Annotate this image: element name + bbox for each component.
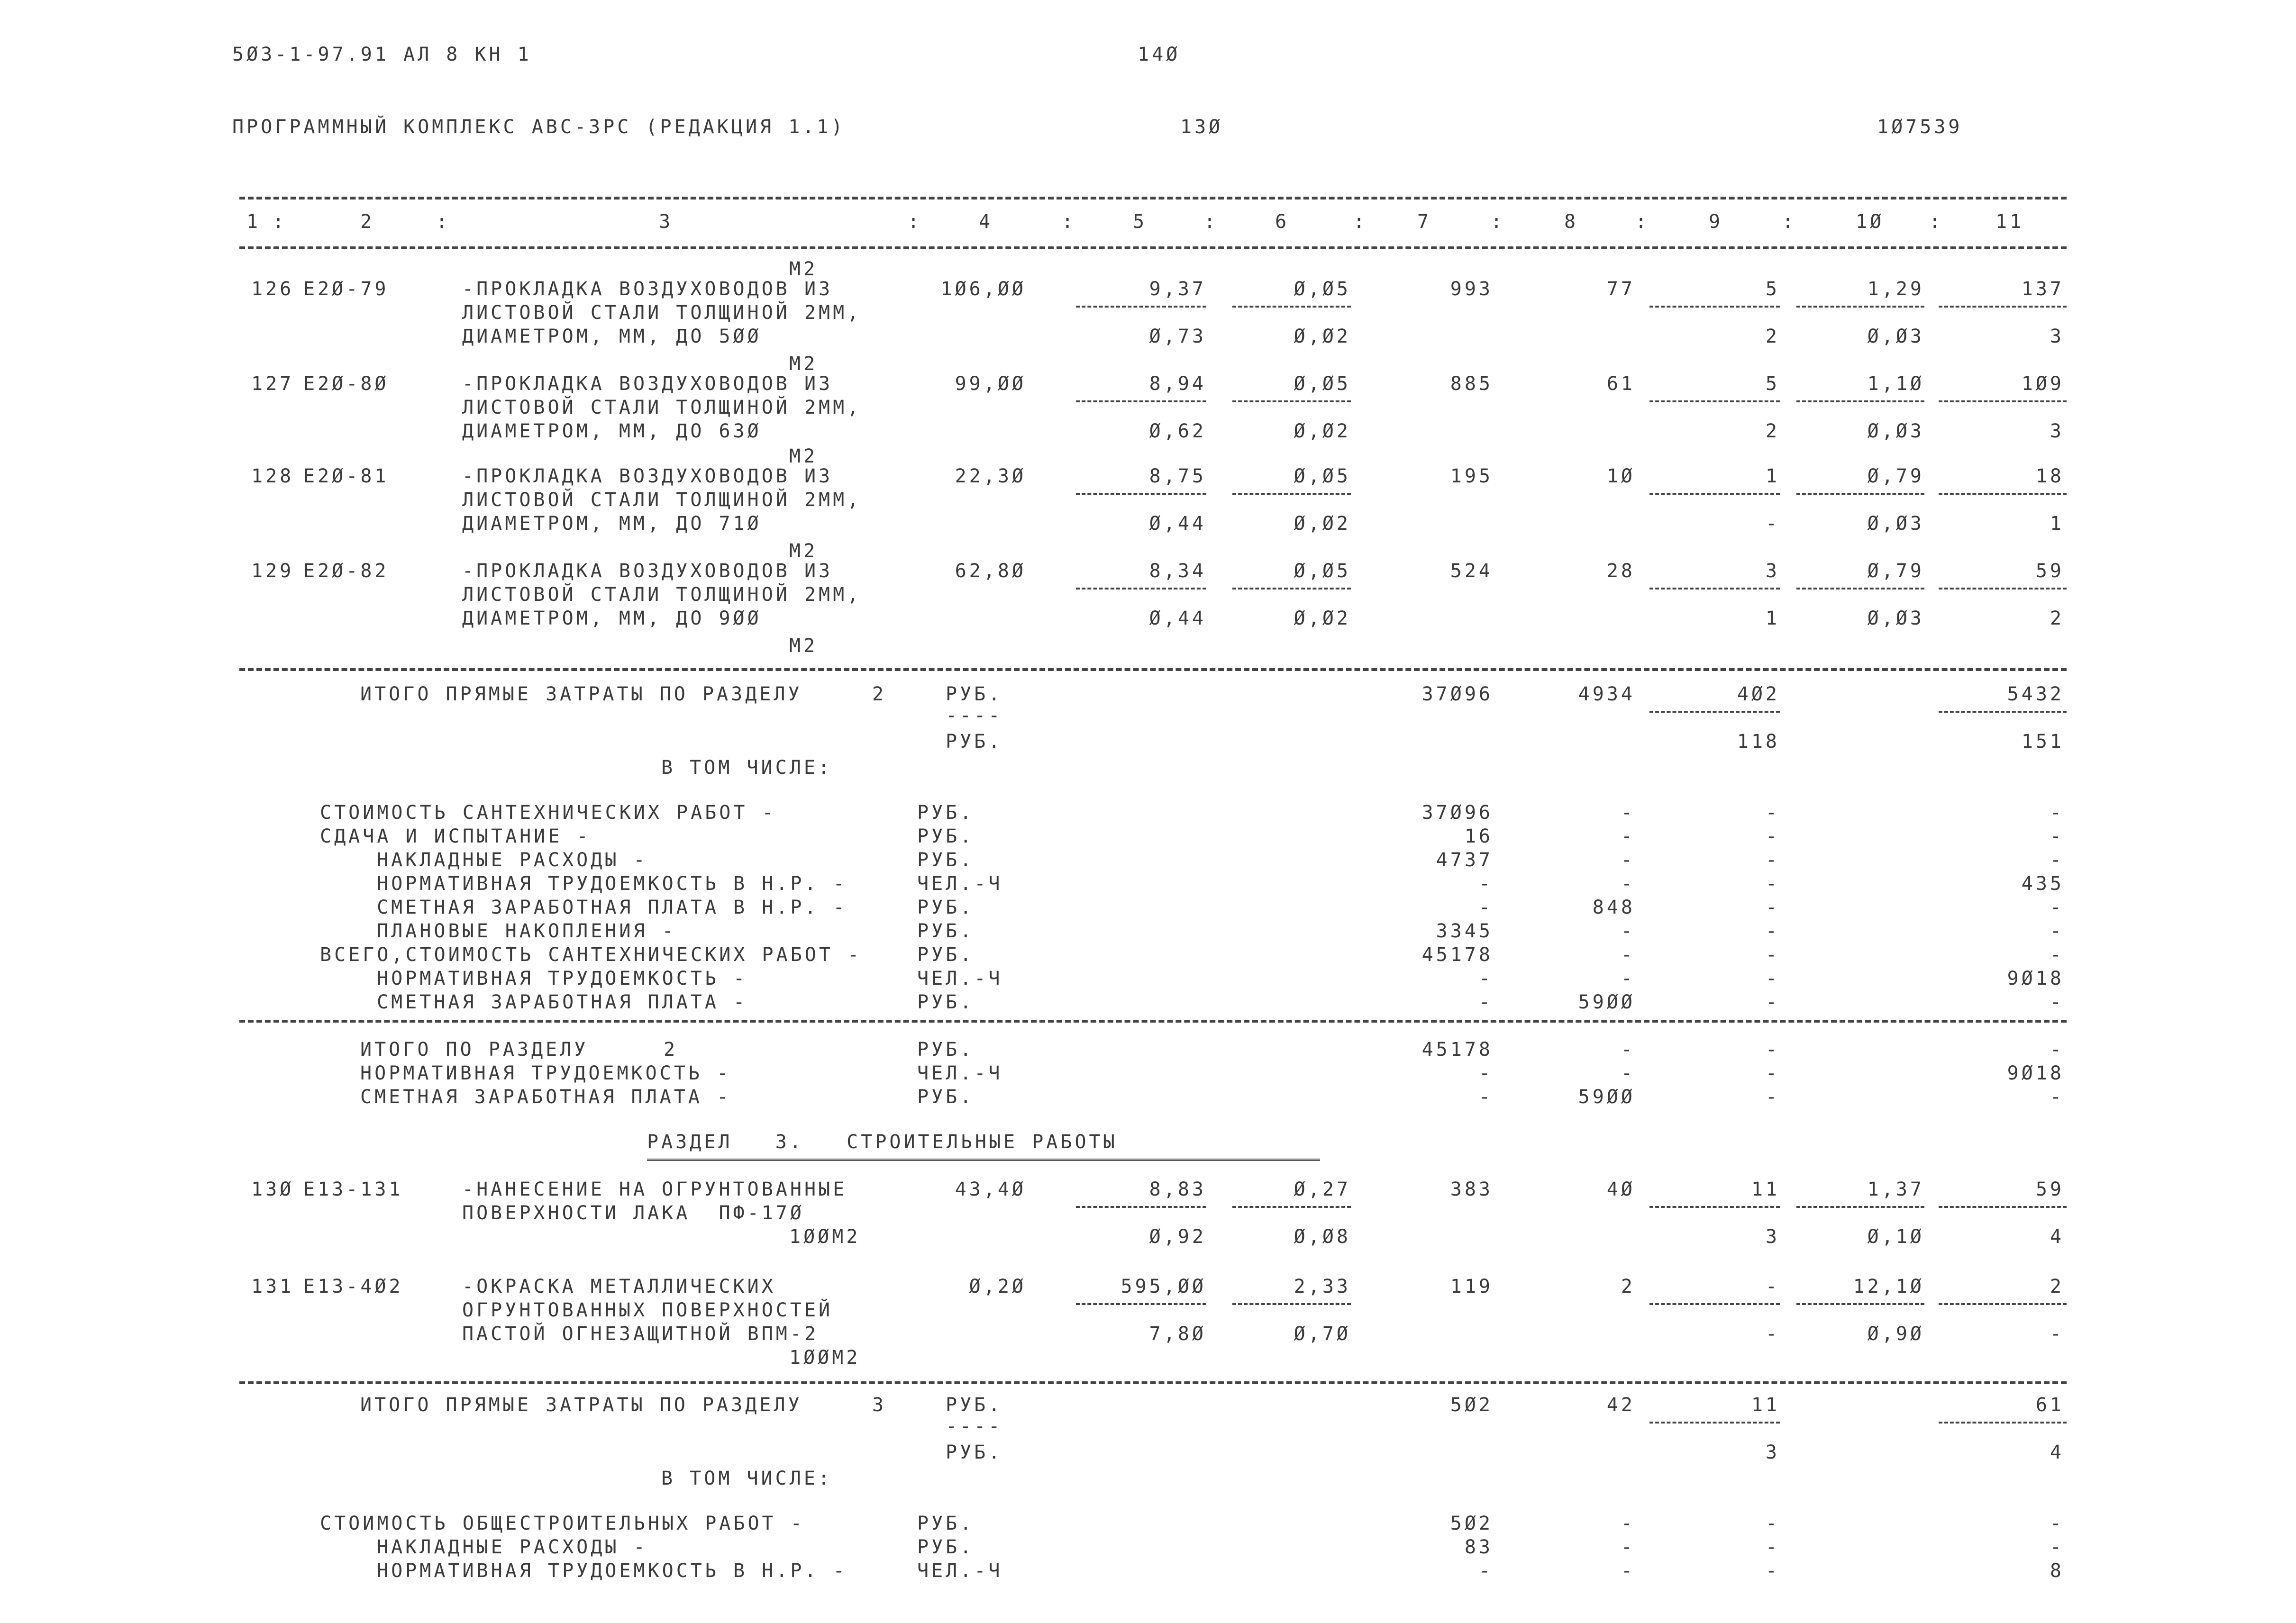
section-total-cost: - — [1478, 1062, 1493, 1084]
breakdown-label: ВСЕГО,СТОИМОСТЬ САНТЕХНИЧЕСКИХ РАБОТ - — [320, 944, 862, 966]
section-total-unit: ЧЕЛ.-Ч — [917, 1062, 1003, 1084]
breakdown-unit: РУБ. — [917, 1513, 975, 1534]
column-header-cell: : — [1491, 211, 1505, 233]
labor-unit-sub: Ø,Ø3 — [1867, 607, 1924, 629]
labor-total-sub: 2 — [2050, 607, 2064, 629]
cell-divider — [1939, 400, 2067, 402]
cell-divider — [1939, 493, 2067, 495]
cost-salary-sub: Ø,7Ø — [1294, 1323, 1351, 1345]
cell-divider — [1076, 1303, 1206, 1305]
cost-unit-sub: Ø,73 — [1149, 326, 1206, 347]
unit-label: М2 — [789, 445, 818, 467]
page-top: 14Ø — [1138, 44, 1181, 65]
cell-divider — [1076, 588, 1206, 589]
breakdown-salary: - — [1621, 944, 1635, 966]
cost-unit: 595,ØØ — [1121, 1276, 1206, 1297]
row-description: -НАНЕСЕНИЕ НА ОГРУНТОВАННЫЕ — [462, 1179, 847, 1200]
unit-label: 1ØØМ2 — [789, 1226, 861, 1248]
row-code: Е13-4Ø2 — [303, 1276, 403, 1297]
breakdown-label: НОРМАТИВНАЯ ТРУДОЕМКОСТЬ В Н.Р. - — [377, 1560, 847, 1582]
cell-divider — [1649, 1206, 1780, 1208]
cell-divider — [1076, 493, 1206, 495]
section-total-salary: - — [1621, 1039, 1635, 1061]
including-label: В ТОМ ЧИСЛЕ: — [661, 1468, 832, 1489]
unit-label: М2 — [789, 353, 818, 375]
cell-divider — [1649, 493, 1780, 495]
breakdown-machines: - — [1765, 897, 1780, 918]
breakdown-unit: ЧЕЛ.-Ч — [917, 873, 1003, 895]
labor-total-sub: 3 — [2050, 420, 2064, 442]
labor-unit-sub: Ø,9Ø — [1867, 1323, 1924, 1345]
row-description: ДИАМЕТРОМ, ММ, ДО 9ØØ — [462, 607, 762, 629]
section-total-labor: 9Ø18 — [2007, 1062, 2064, 1084]
column-header-cell: 11 — [1995, 211, 2024, 233]
breakdown-labor: - — [2050, 920, 2064, 942]
total-dashes: ---- — [946, 1415, 1003, 1437]
breakdown-cost: 3345 — [1436, 920, 1493, 942]
cell-divider — [1796, 1303, 1924, 1305]
breakdown-machines: - — [1765, 802, 1780, 824]
program-title: ПРОГРАММНЫЙ КОМПЛЕКС АВС-3РС (РЕДАКЦИЯ 1.1) — [232, 116, 846, 138]
labor-unit: 12,1Ø — [1853, 1276, 1924, 1297]
section-title: РАЗДЕЛ 3. СТРОИТЕЛЬНЫЕ РАБОТЫ — [647, 1131, 1118, 1153]
cost-unit-sub: 7,8Ø — [1149, 1323, 1206, 1345]
row-code: Е13-131 — [303, 1179, 403, 1200]
column-header-cell: : — [1782, 211, 1797, 233]
cell-divider — [1649, 1422, 1780, 1424]
section-total-machines: - — [1765, 1086, 1780, 1108]
unit-label: М2 — [789, 258, 818, 280]
total-label: ИТОГО ПРЯМЫЕ ЗАТРАТЫ ПО РАЗДЕЛУ — [360, 1394, 802, 1416]
cost-salary: Ø,Ø5 — [1294, 278, 1351, 300]
breakdown-salary: - — [1621, 802, 1635, 824]
breakdown-salary: - — [1621, 825, 1635, 847]
total-section-number: 3 — [872, 1394, 887, 1416]
salary-total: 28 — [1606, 560, 1635, 582]
cost-unit: 8,94 — [1149, 373, 1206, 395]
breakdown-label: НАКЛАДНЫЕ РАСХОДЫ - — [377, 849, 648, 871]
unit-label: М2 — [789, 540, 818, 562]
breakdown-machines: - — [1765, 1536, 1780, 1558]
cost-unit-sub: Ø,62 — [1149, 420, 1206, 442]
cell-divider — [1232, 1303, 1351, 1305]
machines-sub: 3 — [1765, 1226, 1780, 1248]
quantity: 62,8Ø — [955, 560, 1026, 582]
breakdown-salary: - — [1621, 1536, 1635, 1558]
column-header-cell: 9 — [1709, 211, 1723, 233]
total-labor-sub: 4 — [2050, 1442, 2064, 1463]
cell-divider — [1232, 493, 1351, 495]
breakdown-label: НОРМАТИВНАЯ ТРУДОЕМКОСТЬ В Н.Р. - — [377, 873, 847, 895]
row-description: ЛИСТОВОЙ СТАЛИ ТОЛЩИНОЙ 2ММ, — [462, 397, 862, 418]
breakdown-label: СТОИМОСТЬ САНТЕХНИЧЕСКИХ РАБОТ - — [320, 802, 776, 824]
cost-total: 383 — [1450, 1179, 1493, 1200]
labor-unit-sub: Ø,Ø3 — [1867, 420, 1924, 442]
breakdown-unit: РУБ. — [917, 802, 975, 824]
cell-divider — [1232, 400, 1351, 402]
labor-total-sub: 1 — [2050, 513, 2064, 535]
breakdown-cost: 4737 — [1436, 849, 1493, 871]
column-header-cell: : — [1929, 211, 1944, 233]
labor-unit-sub: Ø,Ø3 — [1867, 513, 1924, 535]
breakdown-unit: РУБ. — [917, 849, 975, 871]
column-header-cell: 6 — [1275, 211, 1290, 233]
cost-total: 119 — [1450, 1276, 1493, 1297]
labor-unit: 1,1Ø — [1867, 373, 1924, 395]
cell-divider — [1649, 306, 1780, 308]
column-header-cell: 1 — [246, 211, 261, 233]
breakdown-machines: - — [1765, 991, 1780, 1013]
row-description: -ПРОКЛАДКА ВОЗДУХОВОДОВ ИЗ — [462, 373, 833, 395]
row-description: -ПРОКЛАДКА ВОЗДУХОВОДОВ ИЗ — [462, 560, 833, 582]
section-total-label: ИТОГО ПО РАЗДЕЛУ — [360, 1039, 589, 1061]
breakdown-labor: 9Ø18 — [2007, 968, 2064, 989]
quantity: 43,4Ø — [955, 1179, 1026, 1200]
row-description: ДИАМЕТРОМ, ММ, ДО 71Ø — [462, 513, 762, 535]
document-number: 1Ø7539 — [1877, 116, 1963, 138]
machines-total: 11 — [1751, 1179, 1780, 1200]
cell-divider — [1939, 711, 2067, 713]
breakdown-cost: - — [1478, 897, 1493, 918]
breakdown-label: СДАЧА И ИСПЫТАНИЕ - — [320, 825, 591, 847]
salary-total: 77 — [1606, 278, 1635, 300]
breakdown-machines: - — [1765, 825, 1780, 847]
total-unit: РУБ. — [946, 731, 1003, 753]
labor-total: 2 — [2050, 1276, 2064, 1297]
machines-sub: - — [1765, 1323, 1780, 1345]
labor-unit: Ø,79 — [1867, 465, 1924, 487]
labor-unit-sub: Ø,1Ø — [1867, 1226, 1924, 1248]
cost-unit: 9,37 — [1149, 278, 1206, 300]
cost-total: 885 — [1450, 373, 1493, 395]
column-header-cell: : — [436, 211, 451, 233]
machines-total: 5 — [1765, 373, 1780, 395]
cost-unit-sub: Ø,44 — [1149, 607, 1206, 629]
quantity: 22,3Ø — [955, 465, 1026, 487]
total-machines: 4Ø2 — [1737, 683, 1780, 705]
total-machines-sub: 3 — [1765, 1442, 1780, 1463]
section-total-unit: РУБ. — [917, 1086, 975, 1108]
cost-salary-sub: Ø,Ø2 — [1294, 420, 1351, 442]
cost-unit: 8,83 — [1149, 1179, 1206, 1200]
column-header-cell: : — [908, 211, 922, 233]
cell-divider — [1649, 588, 1780, 589]
total-machines: 11 — [1751, 1394, 1780, 1416]
breakdown-machines: - — [1765, 873, 1780, 895]
labor-total-sub: 3 — [2050, 326, 2064, 347]
labor-unit-sub: Ø,Ø3 — [1867, 326, 1924, 347]
row-description: ДИАМЕТРОМ, ММ, ДО 63Ø — [462, 420, 762, 442]
breakdown-cost: 37Ø96 — [1421, 802, 1493, 824]
cell-divider — [1796, 588, 1924, 589]
breakdown-salary: - — [1621, 873, 1635, 895]
breakdown-cost: - — [1478, 991, 1493, 1013]
breakdown-salary: 59ØØ — [1578, 991, 1635, 1013]
row-number: 127 — [251, 373, 294, 395]
cell-divider — [1649, 1303, 1780, 1305]
column-header-cell: : — [1062, 211, 1076, 233]
labor-total: 59 — [2035, 1179, 2064, 1200]
breakdown-labor: - — [2050, 825, 2064, 847]
cell-divider — [1649, 400, 1780, 402]
breakdown-label: НАКЛАДНЫЕ РАСХОДЫ - — [377, 1536, 648, 1558]
row-description: ЛИСТОВОЙ СТАЛИ ТОЛЩИНОЙ 2ММ, — [462, 302, 862, 324]
subtotal-rule — [239, 1020, 2067, 1023]
quantity: 99,ØØ — [955, 373, 1026, 395]
machines-total: - — [1765, 1276, 1780, 1297]
breakdown-label: СТОИМОСТЬ ОБЩЕСТРОИТЕЛЬНЫХ РАБОТ - — [320, 1513, 805, 1534]
cost-total: 524 — [1450, 560, 1493, 582]
machines-total: 3 — [1765, 560, 1780, 582]
breakdown-label: СМЕТНАЯ ЗАРАБОТНАЯ ПЛАТА В Н.Р. - — [377, 897, 847, 918]
row-description: ЛИСТОВОЙ СТАЛИ ТОЛЩИНОЙ 2ММ, — [462, 489, 862, 511]
machines-sub: 2 — [1765, 420, 1780, 442]
breakdown-unit: ЧЕЛ.-Ч — [917, 1560, 1003, 1582]
breakdown-cost: 5Ø2 — [1450, 1513, 1493, 1534]
breakdown-cost: - — [1478, 968, 1493, 989]
unit-label: 1ØØМ2 — [789, 1347, 861, 1369]
row-description: ОГРУНТОВАННЫХ ПОВЕРХНОСТЕЙ — [462, 1299, 833, 1321]
including-label: В ТОМ ЧИСЛЕ: — [661, 757, 832, 779]
row-number: 13Ø — [251, 1179, 294, 1200]
column-header-cell: 4 — [979, 211, 993, 233]
total-dashes: ---- — [946, 705, 1003, 726]
breakdown-cost: 45178 — [1421, 944, 1493, 966]
cost-unit-sub: Ø,92 — [1149, 1226, 1206, 1248]
section-total-unit: РУБ. — [917, 1039, 975, 1061]
cell-divider — [1649, 711, 1780, 713]
breakdown-labor: - — [2050, 849, 2064, 871]
cell-divider — [1796, 1206, 1924, 1208]
column-header-cell: 2 — [360, 211, 375, 233]
cost-salary: Ø,Ø5 — [1294, 373, 1351, 395]
section-total-cost: 45178 — [1421, 1039, 1493, 1061]
breakdown-salary: - — [1621, 849, 1635, 871]
breakdown-machines: - — [1765, 1513, 1780, 1534]
breakdown-label: ПЛАНОВЫЕ НАКОПЛЕНИЯ - — [377, 920, 676, 942]
breakdown-machines: - — [1765, 920, 1780, 942]
total-cost: 5Ø2 — [1450, 1394, 1493, 1416]
total-unit: РУБ. — [946, 1442, 1003, 1463]
cost-salary: 2,33 — [1294, 1276, 1351, 1297]
column-header-rule — [239, 246, 2067, 249]
column-header-cell: 8 — [1564, 211, 1579, 233]
total-salary: 42 — [1606, 1394, 1635, 1416]
section-rule — [239, 1381, 2067, 1384]
row-number: 128 — [251, 465, 294, 487]
column-header-cell: 3 — [659, 211, 674, 233]
section-total-labor: - — [2050, 1086, 2064, 1108]
cell-divider — [1939, 1422, 2067, 1424]
labor-total-sub: - — [2050, 1323, 2064, 1345]
row-code: Е2Ø-8Ø — [303, 373, 389, 395]
salary-total: 4Ø — [1606, 1179, 1635, 1200]
cost-unit: 8,75 — [1149, 465, 1206, 487]
breakdown-cost: 16 — [1464, 825, 1493, 847]
cost-unit-sub: Ø,44 — [1149, 513, 1206, 535]
total-labor: 5432 — [2007, 683, 2064, 705]
row-description: -ПРОКЛАДКА ВОЗДУХОВОДОВ ИЗ — [462, 278, 833, 300]
section-total-labor: - — [2050, 1039, 2064, 1061]
column-header-cell: : — [1204, 211, 1219, 233]
total-label: ИТОГО ПРЯМЫЕ ЗАТРАТЫ ПО РАЗДЕЛУ — [360, 683, 802, 705]
column-header-cell: : — [1635, 211, 1650, 233]
cell-divider — [1232, 1206, 1351, 1208]
section-total-number: 2 — [664, 1039, 678, 1061]
total-salary: 4934 — [1578, 683, 1635, 705]
breakdown-machines: - — [1765, 1560, 1780, 1582]
column-header-cell: 1Ø — [1856, 211, 1885, 233]
column-header-cell: 5 — [1133, 211, 1148, 233]
labor-total-sub: 4 — [2050, 1226, 2064, 1248]
breakdown-salary: - — [1621, 968, 1635, 989]
section-total-cost: - — [1478, 1086, 1493, 1108]
cost-salary-sub: Ø,Ø2 — [1294, 607, 1351, 629]
labor-unit: 1,37 — [1867, 1179, 1924, 1200]
cell-divider — [1796, 493, 1924, 495]
cost-total: 195 — [1450, 465, 1493, 487]
breakdown-machines: - — [1765, 944, 1780, 966]
breakdown-cost: - — [1478, 1560, 1493, 1582]
section-title-underline — [647, 1159, 1320, 1161]
column-header-cell: : — [273, 211, 287, 233]
breakdown-labor: - — [2050, 1536, 2064, 1558]
cell-divider — [1076, 400, 1206, 402]
unit-label: М2 — [789, 635, 818, 657]
cost-total: 993 — [1450, 278, 1493, 300]
cell-divider — [1076, 1206, 1206, 1208]
breakdown-unit: ЧЕЛ.-Ч — [917, 968, 1003, 989]
row-code: Е2Ø-79 — [303, 278, 389, 300]
column-header-cell: : — [1353, 211, 1368, 233]
page-number: 13Ø — [1180, 116, 1223, 138]
labor-total: 1Ø9 — [2021, 373, 2064, 395]
machines-sub: 2 — [1765, 326, 1780, 347]
total-cost: 37Ø96 — [1421, 683, 1493, 705]
machines-sub: - — [1765, 513, 1780, 535]
breakdown-unit: РУБ. — [917, 991, 975, 1013]
section-total-machines: - — [1765, 1062, 1780, 1084]
column-header-cell: 7 — [1417, 211, 1432, 233]
breakdown-labor: 8 — [2050, 1560, 2064, 1582]
breakdown-labor: - — [2050, 897, 2064, 918]
cost-salary: Ø,Ø5 — [1294, 465, 1351, 487]
doc-code: 5Ø3-1-97.91 АЛ 8 КН 1 — [232, 44, 532, 65]
cost-salary: Ø,Ø5 — [1294, 560, 1351, 582]
breakdown-salary: - — [1621, 920, 1635, 942]
salary-total: 61 — [1606, 373, 1635, 395]
breakdown-machines: - — [1765, 968, 1780, 989]
cell-divider — [1939, 1206, 2067, 1208]
quantity: 1Ø6,ØØ — [940, 278, 1026, 300]
section-rule — [239, 668, 2067, 671]
row-code: Е2Ø-81 — [303, 465, 389, 487]
cost-salary-sub: Ø,Ø2 — [1294, 513, 1351, 535]
breakdown-labor: 435 — [2021, 873, 2064, 895]
breakdown-salary: - — [1621, 1513, 1635, 1534]
cost-unit: 8,34 — [1149, 560, 1206, 582]
section-total-salary: 59ØØ — [1578, 1086, 1635, 1108]
labor-unit: Ø,79 — [1867, 560, 1924, 582]
cost-salary: Ø,27 — [1294, 1179, 1351, 1200]
breakdown-labor: - — [2050, 1513, 2064, 1534]
total-section-number: 2 — [872, 683, 887, 705]
cell-divider — [1076, 306, 1206, 308]
cell-divider — [1232, 588, 1351, 589]
section-total-salary: - — [1621, 1062, 1635, 1084]
breakdown-labor: - — [2050, 802, 2064, 824]
cost-salary-sub: Ø,Ø2 — [1294, 326, 1351, 347]
machines-total: 1 — [1765, 465, 1780, 487]
total-unit: РУБ. — [946, 1394, 1003, 1416]
breakdown-unit: РУБ. — [917, 1536, 975, 1558]
row-number: 126 — [251, 278, 294, 300]
breakdown-labor: - — [2050, 944, 2064, 966]
breakdown-unit: РУБ. — [917, 897, 975, 918]
total-labor-sub: 151 — [2021, 731, 2064, 753]
breakdown-machines: - — [1765, 849, 1780, 871]
cell-divider — [1796, 306, 1924, 308]
breakdown-salary: - — [1621, 1560, 1635, 1582]
breakdown-cost: - — [1478, 873, 1493, 895]
row-code: Е2Ø-82 — [303, 560, 389, 582]
labor-total: 59 — [2035, 560, 2064, 582]
cell-divider — [1232, 306, 1351, 308]
row-description: ДИАМЕТРОМ, ММ, ДО 5ØØ — [462, 326, 762, 347]
breakdown-unit: РУБ. — [917, 825, 975, 847]
section-total-machines: - — [1765, 1039, 1780, 1061]
row-description: -ОКРАСКА МЕТАЛЛИЧЕСКИХ — [462, 1276, 776, 1297]
section-total-label: НОРМАТИВНАЯ ТРУДОЕМКОСТЬ - — [360, 1062, 731, 1084]
table-top-rule — [239, 197, 2067, 199]
salary-total: 1Ø — [1606, 465, 1635, 487]
breakdown-label: НОРМАТИВНАЯ ТРУДОЕМКОСТЬ - — [377, 968, 748, 989]
cell-divider — [1796, 400, 1924, 402]
breakdown-salary: 848 — [1592, 897, 1635, 918]
cell-divider — [1939, 588, 2067, 589]
salary-total: 2 — [1621, 1276, 1635, 1297]
cell-divider — [1939, 306, 2067, 308]
labor-total: 18 — [2035, 465, 2064, 487]
cost-salary-sub: Ø,Ø8 — [1294, 1226, 1351, 1248]
row-description: -ПРОКЛАДКА ВОЗДУХОВОДОВ ИЗ — [462, 465, 833, 487]
machines-total: 5 — [1765, 278, 1780, 300]
machines-sub: 1 — [1765, 607, 1780, 629]
row-description: ПАСТОЙ ОГНЕЗАЩИТНОЙ ВПМ-2 — [462, 1323, 819, 1345]
quantity: Ø,2Ø — [969, 1276, 1026, 1297]
total-unit: РУБ. — [946, 683, 1003, 705]
breakdown-unit: РУБ. — [917, 920, 975, 942]
section-total-label: СМЕТНАЯ ЗАРАБОТНАЯ ПЛАТА - — [360, 1086, 731, 1108]
labor-unit: 1,29 — [1867, 278, 1924, 300]
breakdown-labor: - — [2050, 991, 2064, 1013]
breakdown-unit: РУБ. — [917, 944, 975, 966]
row-number: 129 — [251, 560, 294, 582]
row-description: ПОВЕРХНОСТИ ЛАКА ПФ-17Ø — [462, 1202, 804, 1224]
labor-total: 137 — [2021, 278, 2064, 300]
total-labor: 61 — [2035, 1394, 2064, 1416]
cell-divider — [1939, 1303, 2067, 1305]
breakdown-cost: 83 — [1464, 1536, 1493, 1558]
row-description: ЛИСТОВОЙ СТАЛИ ТОЛЩИНОЙ 2ММ, — [462, 584, 862, 606]
breakdown-label: СМЕТНАЯ ЗАРАБОТНАЯ ПЛАТА - — [377, 991, 748, 1013]
row-number: 131 — [251, 1276, 294, 1297]
total-machines-sub: 118 — [1737, 731, 1780, 753]
